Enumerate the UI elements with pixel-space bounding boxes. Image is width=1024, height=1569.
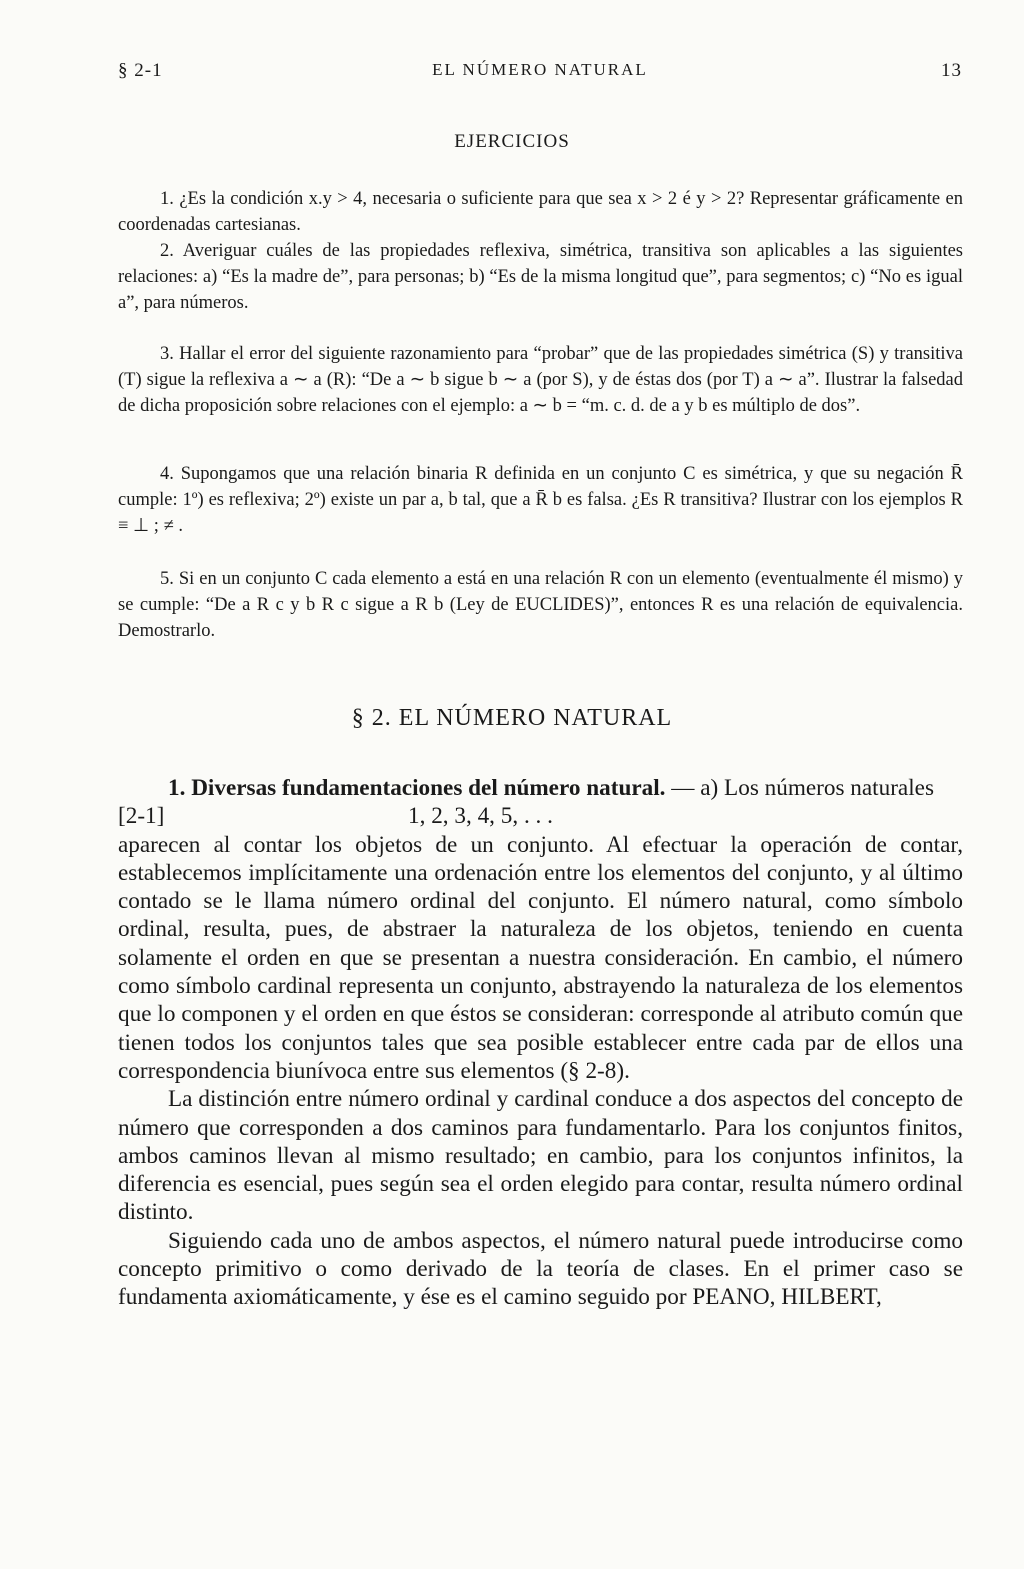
page-number: 13 [941, 60, 962, 81]
exercise-3 [118, 341, 963, 419]
equation: 1, 2, 3, 4, 5, . . . [408, 803, 553, 830]
section-title: § 2. EL NÚMERO NATURAL [351, 705, 673, 731]
subsection-heading: 1. Diversas fundamentaciones del número natural. [168, 775, 666, 801]
equation-label: [2-1] [118, 803, 165, 830]
exercise-text: 2. Averiguar cuáles de las propiedades reflexiva, simétrica, transitiva son aplicables a las siguientes relaciones: a) “Es la madre de”, para personas; b) “Es de la misma longitud que”, para segmentos; c) “No es igual a”, para números. [118, 241, 963, 313]
exercise-text: 3. Hallar el error del siguiente razonamiento para “probar” que de las propiedades simétrica (S) y transitiva (T) sigue la reflexiva a ∼ a (R): “De a ∼ b sigue b ∼ a (por S), y de éstas dos (por T) a ∼ a”. Ilustrar la falsedad de dicha proposición sobre relaciones con el ejemplo: a ∼ b = “m. c. d. de a y b es múltiplo de dos”. [118, 344, 963, 416]
exercise-1 [118, 186, 963, 238]
paragraph-2: La distinción entre número ordinal y cardinal conduce a dos aspectos del concepto de número que corresponden a dos caminos para fundamentarlo. Para los conjuntos finitos, ambos caminos llevan al mismo resultado; en cambio, para los conjuntos infinitos, la diferencia es esencial, pues según sea el orden elegido para contar, resulta número ordinal distinto. [118, 1086, 963, 1226]
exercise-text: 4. Supongamos que una relación binaria R definida en un conjunto C es simétrica, y que su negación R̄ cumple: 1º) es reflexiva; 2º) existe un par a, b tal, que a R̄ b es falsa. ¿Es R transitiva? Ilustrar con los ejemplos R ≡ ⊥ ; ≠ . [118, 464, 963, 536]
paragraph-3: Siguiendo cada uno de ambos aspectos, el número natural puede introducirse como concepto primitivo o como derivado de la teoría de clases. En el primer caso se fundamenta axiomáticamente, y ése es el camino seguido por PEANO, HILBERT, [118, 1227, 963, 1311]
exercise-5 [118, 566, 963, 644]
exercise-text: 1. ¿Es la condición x.y > 4, necesaria o suficiente para que sea x > 2 é y > 2? Representar gráficamente en coordenadas cartesianas. [118, 189, 963, 235]
main-text [118, 774, 963, 1312]
header-title: EL NÚMERO NATURAL [432, 60, 648, 79]
exercise-4 [118, 461, 963, 539]
exercise-2 [118, 238, 963, 316]
equation-line [118, 802, 963, 830]
intro-text: — a) Los números naturales [665, 775, 934, 801]
exercises-title: EJERCICIOS [454, 131, 570, 152]
exercise-text: 5. Si en un conjunto C cada elemento a está en una relación R con un elemento (eventualmente él mismo) y se cumple: “De a R c y b R c sigue a R b (Ley de EUCLIDES)”, entonces R es una relación de equivalencia. Demostrarlo. [118, 569, 963, 641]
paragraph-1: aparecen al contar los objetos de un conjunto. Al efectuar la operación de contar, establecemos implícitamente una ordenación entre los elementos del conjunto, y al último contado se le llama número ordinal del conjunto. El número natural, como símbolo ordinal, resulta, pues, de abstraer la naturaleza de los objetos, teniendo en cuenta solamente el orden en que se presentan a nuestra consideración. En cambio, el número como símbolo cardinal representa un conjunto, abstrayendo la naturaleza de los elementos que lo componen y el orden en que éstos se consideran: corresponde al atributo común que tienen todos los conjuntos tales que sea posible establecer entre cada par de ellos una correspondencia biunívoca entre sus elementos (§ 2-8). [118, 831, 963, 1084]
running-header [118, 60, 962, 90]
header-section-ref: § 2-1 [118, 60, 163, 81]
subsection-intro [118, 774, 963, 802]
